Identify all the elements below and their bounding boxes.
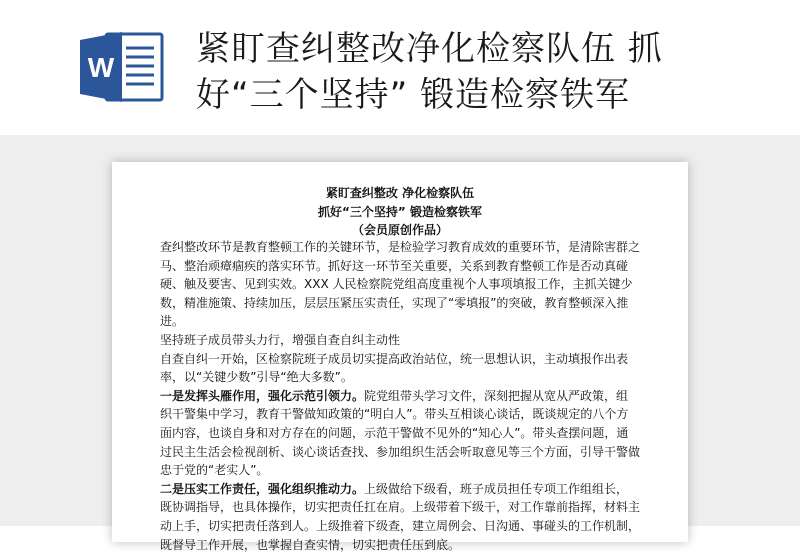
word-icon [76, 30, 166, 104]
word-icon-letter: W [87, 52, 115, 83]
paragraph-1: 查纠整改环节是教育整顿工作的关键环节，是检验学习教育成效的重要环节，是清除害群之马、整治顽瘴痼疾的落实环节。抓好这一环节至关重要，关系到教育整顿工作是否动真碰硬、触及要害、见到实效。XXX 人民检察院党组高度重视个人事项填报工作，主抓关键少数，精准施策、持续加压，层层压紧压实责任，实现了“零填报”的突破，教育整顿深入推进。 [160, 240, 641, 329]
header [0, 0, 800, 135]
paragraph-4 [160, 387, 640, 480]
title-line-2: 好“三个坚持” 锻造检察铁军 [196, 75, 631, 115]
title-line-1: 紧盯查纠整改净化检察队伍 抓 [196, 29, 663, 69]
doc-heading-3: （会员原创作品） [351, 223, 448, 237]
document-page [112, 162, 688, 552]
paragraph-3: 自查自纠一开始，区检察院班子成员切实提高政治站位，统一思想认识，主动填报作出表率，以“关键少数”引导“绝大多数”。 [160, 351, 629, 385]
doc-heading-1: 紧盯查纠整改 净化检察队伍 [325, 186, 475, 200]
doc-heading-2: 抓好“三个坚持” 锻造检察铁军 [318, 205, 482, 219]
paragraph-4-lead: 一是发挥头雁作用，强化示范引领力。 [160, 388, 365, 403]
doc-body [160, 238, 640, 554]
paragraph-2: 坚持班子成员带头力行，增强自查自纠主动性 [160, 332, 401, 347]
paragraph-5-lead: 二是压实工作责任，强化组织推动力。 [160, 481, 365, 496]
page-title [196, 26, 786, 118]
paragraph-5-text: 上级做给下级看，班子成员担任专项工作组组长，既协调指导，也具体操作，切实把责任扛在肩。上级带着下级干，对工作靠前指挥，材料主动上手，切实把责任落到人。上级推着下级查，建立周例会、日沟通、事碰头的工作机制，既督导工作开展，也掌握自查实情，切实把责任压到底。 [160, 481, 641, 552]
paragraph-4-text: 院党组带头学习文件，深刻把握从宽从严政策，组织干警集中学习，教育干警做知政策的“明白人”。带头互相谈心谈话，既谈规定的八个方面内容，也谈自身和对方存在的问题，示范干警做不见外的“知心人”。带头查摆问题，通过民主生活会检视剖析、谈心谈话查找、参加组织生活会听取意见等三个方面，引导干警做忠于党的“老实人”。 [160, 388, 641, 478]
paragraph-5 [160, 480, 640, 554]
